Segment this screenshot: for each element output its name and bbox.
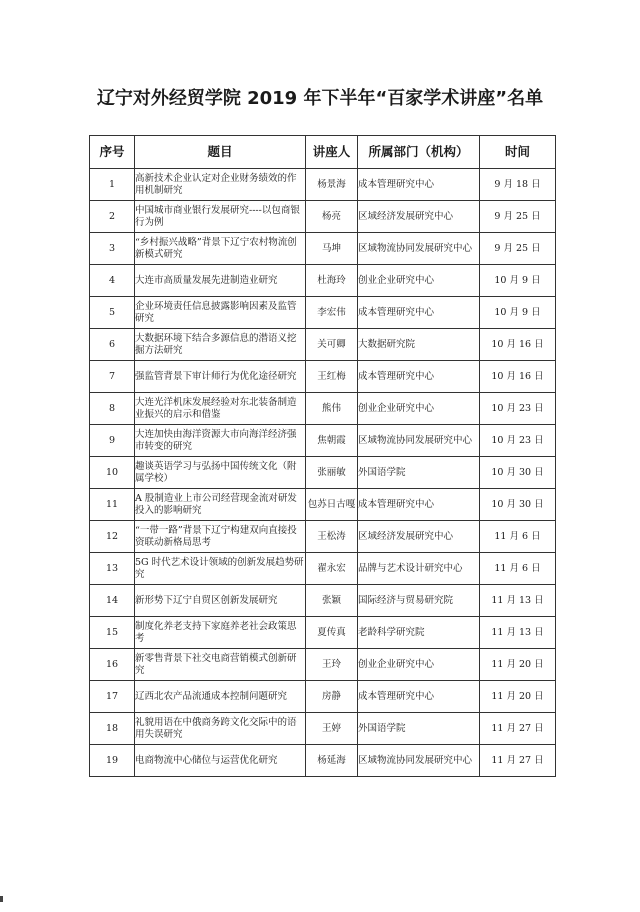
lecture-speaker: 杨延海: [306, 745, 358, 777]
table-row: [90, 201, 556, 233]
table-row: [90, 425, 556, 457]
lecture-department: 品牌与艺术设计研究中心: [358, 553, 480, 585]
lecture-time: 10 月 16 日: [480, 329, 556, 361]
lecture-speaker: 王松涛: [306, 521, 358, 553]
lecture-title: 大连市高质量发展先进制造业研究: [135, 265, 306, 297]
header-no: 序号: [90, 136, 135, 169]
lecture-speaker: 王玲: [306, 649, 358, 681]
lecture-time: 11 月 13 日: [480, 617, 556, 649]
lecture-time: 10 月 30 日: [480, 489, 556, 521]
lecture-speaker: 马坤: [306, 233, 358, 265]
row-number: 18: [90, 713, 135, 745]
row-number: 1: [90, 169, 135, 201]
lecture-speaker: 房静: [306, 681, 358, 713]
lecture-title: 高新技术企业认定对企业财务绩效的作用机制研究: [135, 169, 306, 201]
lecture-title: 礼貌用语在中俄商务跨文化交际中的语用失误研究: [135, 713, 306, 745]
page-title: 辽宁对外经贸学院 2019 年下半年“百家学术讲座”名单: [96, 88, 544, 109]
lecture-title: 电商物流中心储位与运营优化研究: [135, 745, 306, 777]
lecture-department: 成本管理研究中心: [358, 361, 480, 393]
lecture-title: 大连光洋机床发展经验对东北装备制造业振兴的启示和借鉴: [135, 393, 306, 425]
lecture-department: 创业企业研究中心: [358, 649, 480, 681]
row-number: 11: [90, 489, 135, 521]
table-row: [90, 585, 556, 617]
row-number: 16: [90, 649, 135, 681]
lecture-department: 外国语学院: [358, 713, 480, 745]
lecture-speaker: 王红梅: [306, 361, 358, 393]
lecture-department: 大数据研究院: [358, 329, 480, 361]
lecture-department: 区域经济发展研究中心: [358, 521, 480, 553]
table-row: [90, 745, 556, 777]
lecture-department: 区域物流协同发展研究中心: [358, 425, 480, 457]
table-row: [90, 489, 556, 521]
table-row: [90, 297, 556, 329]
lecture-speaker: 杜海玲: [306, 265, 358, 297]
lecture-time: 10 月 9 日: [480, 297, 556, 329]
row-number: 13: [90, 553, 135, 585]
lecture-title: 中国城市商业银行发展研究----以包商银行为例: [135, 201, 306, 233]
lecture-speaker: 关可卿: [306, 329, 358, 361]
lecture-time: 11 月 13 日: [480, 585, 556, 617]
row-number: 8: [90, 393, 135, 425]
lecture-time: 11 月 27 日: [480, 745, 556, 777]
lecture-speaker: 王婷: [306, 713, 358, 745]
lecture-department: 成本管理研究中心: [358, 489, 480, 521]
table-row: [90, 521, 556, 553]
lecture-department: 创业企业研究中心: [358, 393, 480, 425]
row-number: 15: [90, 617, 135, 649]
lecture-time: 9 月 25 日: [480, 201, 556, 233]
lecture-time: 11 月 20 日: [480, 649, 556, 681]
table-header-row: [90, 136, 556, 169]
header-speaker: 讲座人: [306, 136, 358, 169]
lecture-title: A 股制造业上市公司经营现金流对研发投入的影响研究: [135, 489, 306, 521]
lecture-title: 新形势下辽宁自贸区创新发展研究: [135, 585, 306, 617]
lecture-title: 趣谈英语学习与弘扬中国传统文化（附属学校）: [135, 457, 306, 489]
table-row: [90, 457, 556, 489]
table-row: [90, 393, 556, 425]
lecture-department: 成本管理研究中心: [358, 169, 480, 201]
lecture-title: 制度化养老支持下家庭养老社会政策思考: [135, 617, 306, 649]
lecture-speaker: 张颖: [306, 585, 358, 617]
table-row: [90, 553, 556, 585]
lecture-time: 11 月 27 日: [480, 713, 556, 745]
row-number: 10: [90, 457, 135, 489]
lecture-table: [89, 135, 556, 777]
lecture-department: 区域物流协同发展研究中心: [358, 233, 480, 265]
row-number: 7: [90, 361, 135, 393]
lecture-speaker: 熊伟: [306, 393, 358, 425]
lecture-time: 9 月 25 日: [480, 233, 556, 265]
header-department: 所属部门（机构）: [358, 136, 480, 169]
table-row: [90, 169, 556, 201]
lecture-department: 区域物流协同发展研究中心: [358, 745, 480, 777]
row-number: 9: [90, 425, 135, 457]
row-number: 3: [90, 233, 135, 265]
table-row: [90, 361, 556, 393]
row-number: 14: [90, 585, 135, 617]
lecture-department: 区域经济发展研究中心: [358, 201, 480, 233]
lecture-speaker: 包苏日古嘎: [306, 489, 358, 521]
table-row: [90, 329, 556, 361]
lecture-department: 成本管理研究中心: [358, 297, 480, 329]
lecture-speaker: 张丽敏: [306, 457, 358, 489]
lecture-time: 10 月 9 日: [480, 265, 556, 297]
row-number: 6: [90, 329, 135, 361]
lecture-speaker: 焦朝霞: [306, 425, 358, 457]
row-number: 2: [90, 201, 135, 233]
lecture-speaker: 夏传真: [306, 617, 358, 649]
lecture-department: 外国语学院: [358, 457, 480, 489]
lecture-time: 9 月 18 日: [480, 169, 556, 201]
table-row: [90, 265, 556, 297]
table-row: [90, 233, 556, 265]
lecture-time: 11 月 6 日: [480, 521, 556, 553]
table-row: [90, 649, 556, 681]
lecture-speaker: 杨景海: [306, 169, 358, 201]
lecture-time: 10 月 30 日: [480, 457, 556, 489]
lecture-time: 10 月 23 日: [480, 425, 556, 457]
lecture-title: “一带一路”背景下辽宁构建双向直接投资联动新格局思考: [135, 521, 306, 553]
lecture-time: 10 月 23 日: [480, 393, 556, 425]
lecture-title: 大连加快由海洋资源大市向海洋经济强市转变的研究: [135, 425, 306, 457]
table-row: [90, 617, 556, 649]
lecture-title: 企业环境责任信息披露影响因素及监管研究: [135, 297, 306, 329]
row-number: 5: [90, 297, 135, 329]
lecture-department: 创业企业研究中心: [358, 265, 480, 297]
lecture-title: 辽西北农产品流通成本控制问题研究: [135, 681, 306, 713]
header-time: 时间: [480, 136, 556, 169]
lecture-title: 强监管背景下审计师行为优化途径研究: [135, 361, 306, 393]
lecture-time: 11 月 20 日: [480, 681, 556, 713]
lecture-time: 11 月 6 日: [480, 553, 556, 585]
row-number: 19: [90, 745, 135, 777]
lecture-speaker: 杨亮: [306, 201, 358, 233]
table-row: [90, 713, 556, 745]
lecture-department: 老龄科学研究院: [358, 617, 480, 649]
header-title: 题目: [135, 136, 306, 169]
lecture-speaker: 李宏伟: [306, 297, 358, 329]
lecture-title: “乡村振兴战略”背景下辽宁农村物流创新模式研究: [135, 233, 306, 265]
lecture-title: 新零售背景下社交电商营销模式创新研究: [135, 649, 306, 681]
lecture-title: 大数据环境下结合多源信息的潜语义挖掘方法研究: [135, 329, 306, 361]
lecture-title: 5G 时代艺术设计领域的创新发展趋势研究: [135, 553, 306, 585]
row-number: 17: [90, 681, 135, 713]
table-row: [90, 681, 556, 713]
row-number: 4: [90, 265, 135, 297]
lecture-department: 成本管理研究中心: [358, 681, 480, 713]
lecture-department: 国际经济与贸易研究院: [358, 585, 480, 617]
lecture-speaker: 翟永宏: [306, 553, 358, 585]
lecture-time: 10 月 16 日: [480, 361, 556, 393]
scan-edge-mark: [0, 896, 3, 902]
row-number: 12: [90, 521, 135, 553]
